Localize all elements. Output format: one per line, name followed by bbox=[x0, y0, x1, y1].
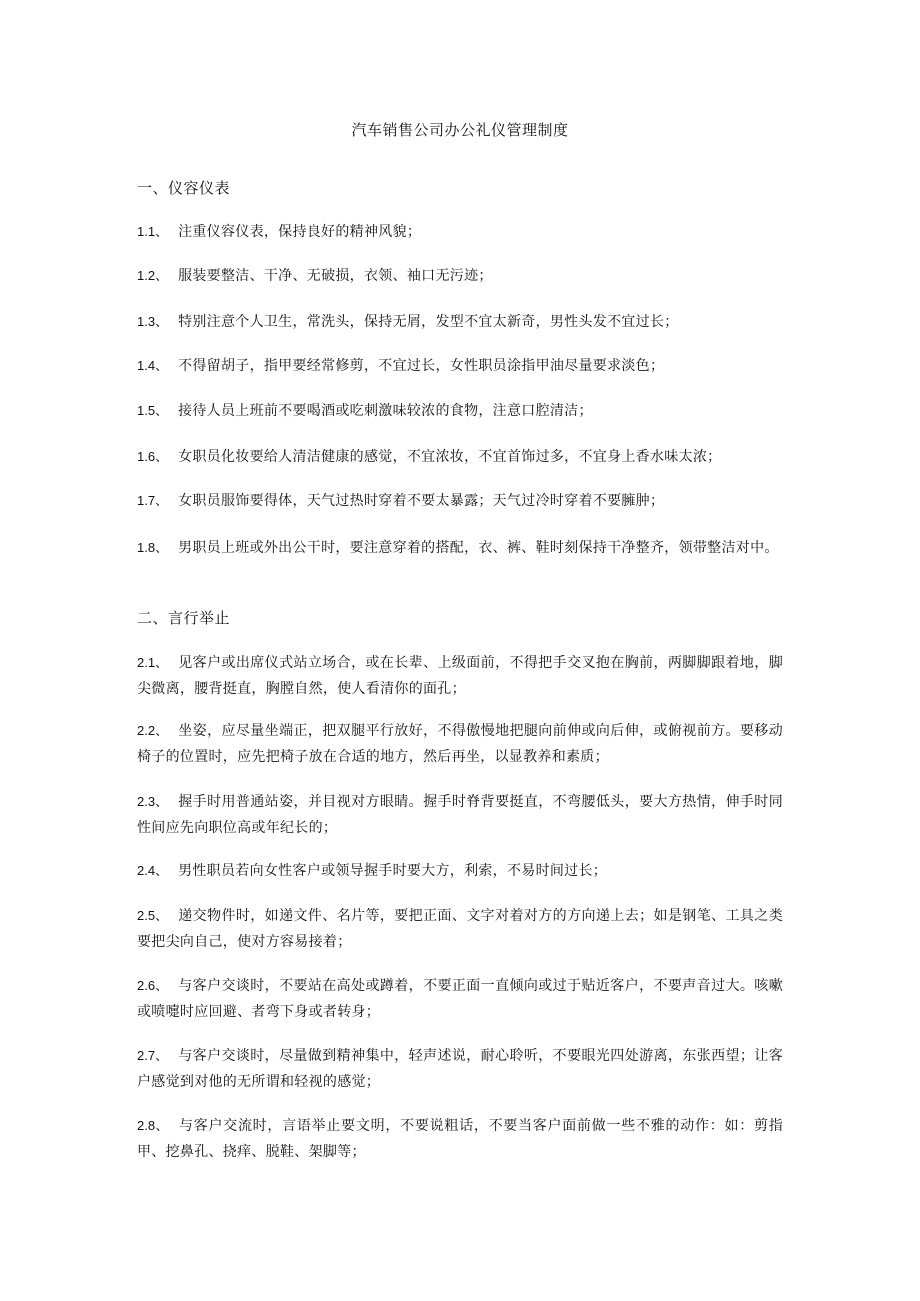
item-number: 1.8、 bbox=[137, 540, 169, 555]
list-item bbox=[137, 1113, 783, 1165]
item-number: 1.4、 bbox=[137, 358, 169, 373]
list-item bbox=[137, 263, 783, 289]
list-item bbox=[137, 398, 783, 424]
list-item bbox=[137, 353, 783, 379]
item-text: 服装要整洁、干净、无破损，衣领、袖口无污迹； bbox=[178, 268, 493, 284]
item-text: 与客户交流时，言语举止要文明，不要说粗话，不要当客户面前做一些不雅的动作：如：剪指甲、挖鼻孔、挠痒、脱鞋、架脚等； bbox=[137, 1118, 783, 1160]
item-number: 1.7、 bbox=[137, 493, 169, 508]
item-number: 2.8、 bbox=[137, 1118, 169, 1133]
item-number: 2.5、 bbox=[137, 908, 169, 923]
item-text: 不得留胡子，指甲要经常修剪，不宜过长，女性职员涂指甲油尽量要求淡色； bbox=[178, 358, 665, 374]
item-number: 1.2、 bbox=[137, 268, 169, 283]
section-heading-appearance: 一、仪容仪表 bbox=[137, 179, 231, 197]
list-item bbox=[137, 973, 783, 1025]
list-item bbox=[137, 444, 783, 470]
item-text: 握手时用普通站姿，并目视对方眼睛。握手时脊背要挺直，不弯腰低头，要大方热情，伸手时同性间应先向职位高或年纪长的； bbox=[137, 794, 783, 836]
list-item bbox=[137, 903, 783, 955]
list-item bbox=[137, 488, 783, 514]
item-number: 1.5、 bbox=[137, 403, 169, 418]
list-item bbox=[137, 535, 783, 561]
item-text: 女职员服饰要得体，天气过热时穿着不要太暴露；天气过冷时穿着不要臃肿； bbox=[178, 493, 665, 509]
section-heading-conduct: 二、言行举止 bbox=[137, 609, 231, 627]
list-item bbox=[137, 650, 783, 702]
item-text: 女职员化妆要给人清洁健康的感觉，不宜浓妆，不宜首饰过多，不宜身上香水味太浓； bbox=[178, 449, 722, 465]
item-text: 特别注意个人卫生，常洗头，保持无屑，发型不宜太新奇，男性头发不宜过长； bbox=[178, 314, 679, 330]
item-text: 坐姿，应尽量坐端正，把双腿平行放好，不得傲慢地把腿向前伸或向后伸，或俯视前方。要移动椅子的位置时，应先把椅子放在合适的地方，然后再坐，以显教养和素质； bbox=[137, 723, 783, 765]
item-text: 注重仪容仪表，保持良好的精神风貌； bbox=[178, 224, 422, 240]
item-text: 递交物件时，如递文件、名片等，要把正面、文字对着对方的方向递上去；如是钢笔、工具之类要把尖向自己，使对方容易接着； bbox=[137, 908, 783, 950]
item-number: 1.6、 bbox=[137, 449, 169, 464]
item-number: 2.2、 bbox=[137, 723, 169, 738]
item-number: 1.3、 bbox=[137, 314, 169, 329]
item-number: 2.3、 bbox=[137, 794, 169, 809]
item-text: 接待人员上班前不要喝酒或吃刺激味较浓的食物，注意口腔清洁； bbox=[178, 403, 593, 419]
item-text: 与客户交谈时，尽量做到精神集中，轻声述说，耐心聆听，不要眼光四处游离，东张西望；让客户感觉到对他的无所谓和轻视的感觉； bbox=[137, 1048, 783, 1090]
item-text: 见客户或出席仪式站立场合，或在长辈、上级面前，不得把手交叉抱在胸前，两脚脚跟着地，脚尖微离，腰背挺直，胸膛自然，使人看清你的面孔； bbox=[137, 655, 783, 697]
item-number: 2.1、 bbox=[137, 655, 169, 670]
list-item bbox=[137, 718, 783, 770]
list-item bbox=[137, 1043, 783, 1095]
list-item bbox=[137, 789, 783, 841]
item-number: 1.1、 bbox=[137, 224, 169, 239]
list-item bbox=[137, 219, 783, 245]
item-number: 2.6、 bbox=[137, 978, 169, 993]
item-text: 与客户交谈时，不要站在高处或蹲着，不要正面一直倾向或过于贴近客户，不要声音过大。咳嗽或喷嚏时应回避、者弯下身或者转身； bbox=[137, 978, 783, 1020]
item-text: 男职员上班或外出公干时，要注意穿着的搭配，衣、裤、鞋时刻保持干净整齐，领带整洁对中。 bbox=[178, 540, 779, 556]
item-number: 2.7、 bbox=[137, 1048, 169, 1063]
item-text: 男性职员若向女性客户或领导握手时要大方，利索，不易时间过长； bbox=[178, 863, 608, 879]
document-title: 汽车销售公司办公礼仪管理制度 bbox=[351, 121, 569, 139]
item-number: 2.4、 bbox=[137, 863, 169, 878]
list-item bbox=[137, 309, 783, 335]
list-item bbox=[137, 858, 783, 884]
